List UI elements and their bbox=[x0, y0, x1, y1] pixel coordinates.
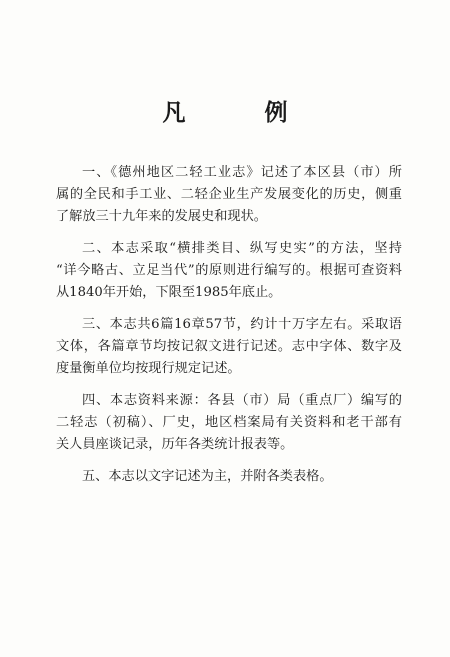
paragraph-line: 一、《德州地区二轻工业志》记述了本区县（市）所 bbox=[82, 165, 402, 180]
paragraph-line: 度量衡单位均按现行规定记述。 bbox=[56, 361, 241, 376]
page-title: 凡 例 bbox=[162, 99, 316, 126]
paragraph-line: 从1840年开始，下限至1985年底止。 bbox=[56, 285, 282, 300]
paragraph-3 bbox=[56, 314, 402, 380]
paragraph-line: 二轻志（初稿）、厂史，地区档案局有关资料和老干部有 bbox=[56, 415, 402, 430]
paragraph-line: 属的全民和手工业、二轻企业生产发展变化的历史，侧重 bbox=[56, 187, 402, 202]
paragraph-line: 文体，各篇章节均按记叙文进行记述。志中字体、数字及 bbox=[56, 339, 402, 354]
paragraph-line: 二、本志采取“横排类目、纵写史实”的方法，坚持 bbox=[82, 241, 402, 256]
paragraph-4 bbox=[56, 390, 402, 456]
paragraph-5 bbox=[56, 466, 402, 488]
paragraph-line: 五、本志以文字记述为主，并附各类表格。 bbox=[82, 469, 333, 484]
paragraph-line: 四、本志资料来源：各县（市）局（重点厂）编写的 bbox=[82, 393, 402, 408]
paragraph-line: 关人員座谈记录，历年各类统计报表等。 bbox=[56, 437, 294, 452]
paragraph-line: 三、本志共6篇16章57节，约计十万字左右。采取语 bbox=[82, 317, 402, 332]
paragraph-line: “详今略古、立足当代”的原则进行编写的。根据可查资料 bbox=[56, 263, 402, 278]
paragraph-line: 了解放三十九年来的发展史和现状。 bbox=[56, 209, 267, 224]
paragraph-2 bbox=[56, 238, 402, 304]
paragraph-1 bbox=[56, 162, 402, 228]
document-body bbox=[56, 162, 402, 488]
